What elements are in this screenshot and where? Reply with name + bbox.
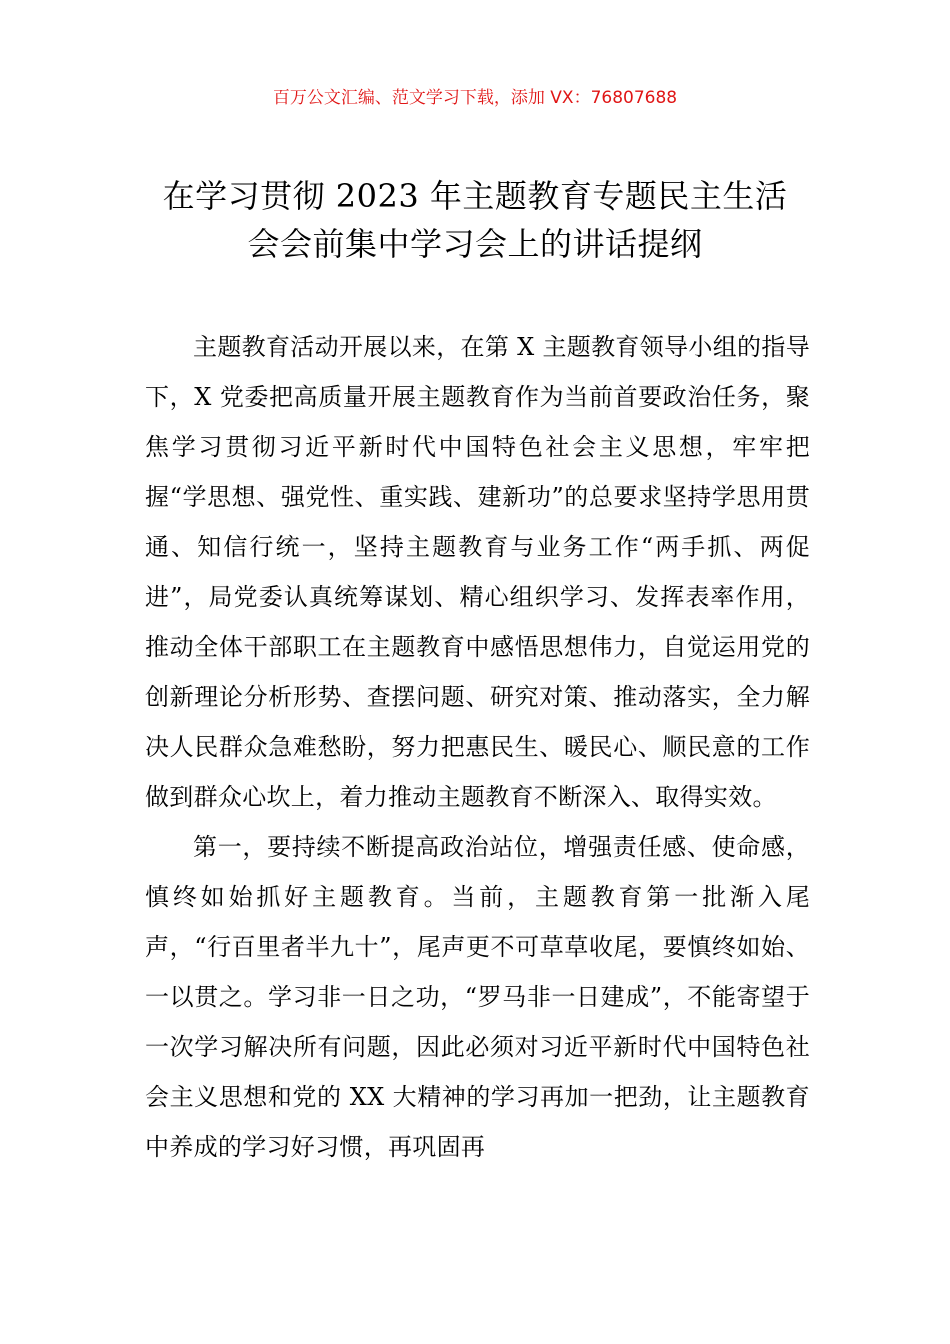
header-watermark-note: 百万公文汇编、范文学习下载，添加 VX：76807688: [272, 88, 678, 108]
paragraph-intro: 主题教育活动开展以来，在第 X 主题教育领导小组的指导下，X 党委把高质量开展主题教育作为当前首要政治任务，聚焦学习贯彻习近平新时代中国特色社会主义思想，牢牢把握“学思想、强党性、重实践、建新功”的总要求坚持学思用贯通、知信行统一，坚持主题教育与业务工作“两手抓、两促进”，局党委认真统筹谋划、精心组织学习、发挥表率作用，推动全体干部职工在主题教育中感悟思想伟力，自觉运用党的创新理论分析形势、查摆问题、研究对策、推动落实，全力解决人民群众急难愁盼，努力把惠民生、暖民心、顺民意的工作做到群众心坎上，着力推动主题教育不断深入、取得实效。: [145, 333, 810, 811]
title-line-1: 在学习贯彻 2023 年主题教育专题民主生活: [162, 177, 788, 215]
document-body: [145, 322, 810, 1172]
title-line-2: 会会前集中学习会上的讲话提纲: [247, 225, 703, 263]
paragraph-first-point: 第一，要持续不断提高政治站位，增强责任感、使命感，慎终如始抓好主题教育。当前，主题教育第一批渐入尾声，“行百里者半九十”，尾声更不可草草收尾，要慎终如始、一以贯之。学习非一日之功，“罗马非一日建成”，不能寄望于一次学习解决所有问题，因此必须对习近平新时代中国特色社会主义思想和党的 XX 大精神的学习再加一把劲，让主题教育中养成的学习好习惯，再巩固再: [145, 833, 810, 1161]
document-title: [110, 172, 840, 268]
